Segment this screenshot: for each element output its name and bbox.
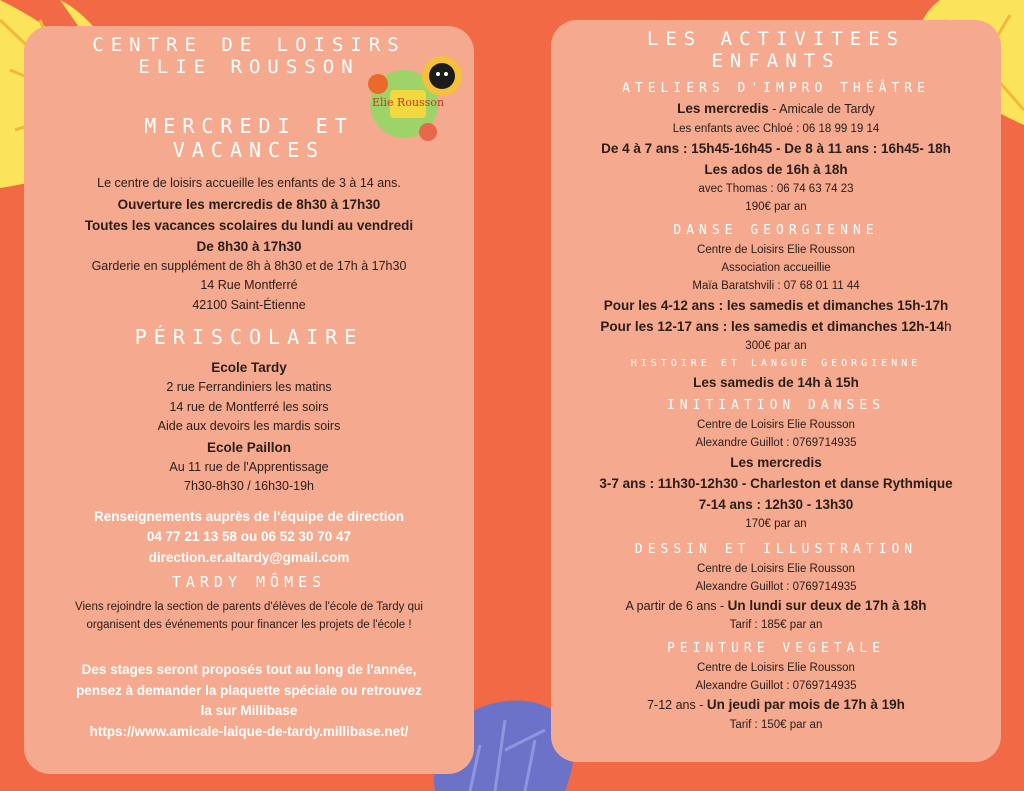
stages-line-1: Des stages seront proposés tout au long de l'année,	[81, 662, 417, 677]
section-danse-georgienne	[551, 222, 1001, 355]
section-impro	[551, 80, 1001, 216]
initiation-title: INITIATION DANSES	[666, 397, 886, 413]
impro-line-1-normal: - Amicale de Tardy	[768, 102, 875, 116]
initiation-line-5: 7-14 ans : 12h30 - 13h30	[698, 496, 854, 512]
right-panel	[551, 20, 1001, 762]
mercredi-line-3: Toutes les vacances scolaires du lundi au vendredi	[84, 217, 414, 233]
impro-line-3: De 4 à 7 ans : 15h45-16h45 - De 8 à 11 ans : 16h45- 18h	[601, 140, 951, 156]
dessin-line-3-normal: A partir de 6 ans -	[625, 598, 728, 613]
section-initiation-danses	[551, 397, 1001, 533]
tardy-momes-line-2: organisent des événements pour financer les projets de l'école !	[86, 619, 412, 631]
dessin-line-4: Tarif : 185€ par an	[729, 619, 823, 631]
peinture-title: PEINTURE VEGETALE	[666, 641, 886, 656]
section-periscolaire	[24, 325, 474, 497]
centre-title-line1: CENTRE DE LOISIRS	[92, 34, 406, 56]
stages-line-2: pensez à demander la plaquette spéciale ou retrouvez	[76, 682, 422, 698]
peinture-line-3	[551, 695, 1001, 716]
danse-georgienne-line-1: Centre de Loisirs Elie Rousson	[697, 243, 855, 256]
impro-line-1-bold: Les mercredis	[677, 101, 769, 116]
danse-georgienne-line-6: 300€ par an	[745, 339, 807, 352]
initiation-line-4: 3-7 ans : 11h30-12h30 - Charleston et danse Rythmique	[599, 475, 953, 491]
periscolaire-line-6: Au 11 rue de l'Apprentissage	[169, 459, 329, 474]
periscolaire-line-7: 7h30-8h30 / 16h30-19h	[184, 479, 314, 493]
periscolaire-line-2: 2 rue Ferrandiniers les matins	[166, 380, 332, 394]
mercredi-line-2: Ouverture les mercredis de 8h30 à 17h30	[117, 196, 381, 212]
peinture-line-4: Tarif : 150€ par an	[729, 718, 823, 731]
logo-text: Elie Rousson	[371, 96, 445, 109]
impro-line-5: avec Thomas : 06 74 63 74 23	[698, 182, 854, 195]
periscolaire-line-5: Ecole Paillon	[206, 439, 292, 455]
peinture-line-3-normal: 7-12 ans -	[647, 698, 707, 712]
section-tardy-momes	[24, 572, 474, 634]
section-histoire-langue	[551, 355, 1001, 393]
mercredi-line-7: 42100 Saint-Étienne	[192, 297, 306, 312]
mercredi-title-line2: VACANCES	[172, 138, 326, 162]
danse-georgienne-line-2: Association accueillie	[721, 261, 831, 274]
periscolaire-title: PÉRISCOLAIRE	[134, 325, 364, 349]
periscolaire-line-1: Ecole Tardy	[211, 360, 287, 375]
left-panel	[24, 26, 474, 774]
right-header	[551, 20, 1001, 72]
mercredi-line-4: De 8h30 à 17h30	[196, 238, 302, 254]
dessin-line-2: Alexandre Guillot : 0769714935	[695, 580, 857, 593]
section-stages	[24, 660, 474, 742]
mercredi-line-5: Garderie en supplément de 8h à 8h30 et de 17h à 17h30	[91, 258, 407, 273]
mercredi-title-line1: MERCREDI ET	[144, 114, 354, 138]
impro-line-4: Les ados de 16h à 18h	[704, 161, 848, 177]
periscolaire-line-4: Aide aux devoirs les mardis soirs	[157, 419, 341, 433]
stages-line-3: la sur Millibase	[200, 703, 298, 718]
impro-line-1	[551, 99, 1001, 120]
danse-georgienne-line-5-normal: h	[944, 318, 952, 334]
impro-title: ATELIERS D'IMPRO THÉÂTRE	[622, 81, 930, 96]
section-peinture	[551, 640, 1001, 734]
contact-email[interactable]: direction.er.altardy@gmail.com	[148, 549, 350, 565]
activites-title-line1: LES ACTIVITEES	[646, 28, 906, 50]
tardy-momes-line-1: Viens rejoindre la section de parents d'élèves de l'école de Tardy qui	[75, 601, 423, 613]
centre-title-line2: ELIE ROUSSON	[138, 56, 360, 78]
tardy-momes-title: TARDY MÔMES	[171, 573, 327, 591]
mercredi-line-1: Le centre de loisirs accueille les enfants de 3 à 14 ans.	[97, 176, 401, 190]
danse-georgienne-line-5-bold: Pour les 12-17 ans : les samedis et dimanches 12h-14	[600, 318, 945, 334]
peinture-line-1: Centre de Loisirs Elie Rousson	[697, 662, 855, 674]
histoire-line-1: Les samedis de 14h à 15h	[693, 374, 859, 390]
mercredi-line-6: 14 Rue Montferré	[200, 278, 298, 292]
peinture-line-2: Alexandre Guillot : 0769714935	[695, 680, 857, 692]
danse-georgienne-line-5	[551, 316, 1001, 337]
centre-logo	[362, 54, 462, 146]
danse-georgienne-title: DANSE GEORGIENNE	[673, 222, 879, 238]
section-dessin	[551, 541, 1001, 635]
impro-line-6: 190€ par an	[745, 200, 807, 213]
contact-phone: 04 77 21 13 58 ou 06 52 30 70 47	[146, 529, 352, 544]
initiation-line-1: Centre de Loisirs Elie Rousson	[697, 418, 855, 431]
dessin-title: DESSIN ET ILLUSTRATION	[634, 541, 918, 557]
initiation-line-2: Alexandre Guillot : 0769714935	[695, 436, 857, 449]
danse-georgienne-line-3: Maïa Baratshvili : 07 68 01 11 44	[692, 279, 860, 292]
dessin-line-3	[551, 596, 1001, 617]
histoire-title: HISTOIRE ET LANGUE GEORGIENNE	[630, 357, 922, 369]
peinture-line-3-bold: Un jeudi par mois de 17h à 19h	[706, 697, 905, 712]
danse-georgienne-line-4: Pour les 4-12 ans : les samedis et dimanches 15h-17h	[603, 297, 949, 313]
impro-line-2: Les enfants avec Chloé : 06 18 99 19 14	[672, 122, 880, 135]
section-contact	[24, 507, 474, 569]
dessin-line-3-bold: Un lundi sur deux de 17h à 18h	[727, 597, 927, 613]
initiation-line-6: 170€ par an	[745, 517, 807, 530]
activites-title-line2: ENFANTS	[711, 50, 841, 72]
periscolaire-line-3: 14 rue de Montferré les soirs	[169, 399, 329, 414]
contact-line-1: Renseignements auprès de l'équipe de direction	[93, 508, 405, 524]
initiation-line-3: Les mercredis	[730, 454, 822, 470]
dessin-line-1: Centre de Loisirs Elie Rousson	[697, 562, 855, 575]
stages-link[interactable]: https://www.amicale-laique-de-tardy.millibase.net/	[89, 723, 409, 739]
